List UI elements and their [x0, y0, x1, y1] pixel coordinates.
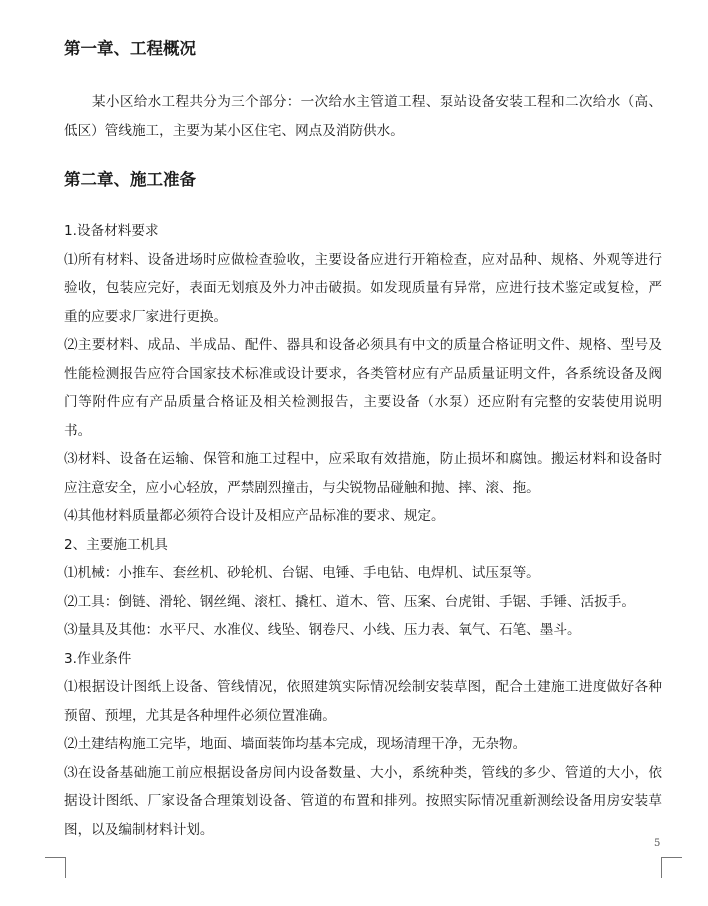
section-2-item-3: ⑶量具及其他：水平尺、水准仪、线坠、钢卷尺、小线、压力表、氧气、石笔、墨斗。: [64, 622, 581, 638]
page-number: 5: [654, 838, 661, 849]
section-3-item-3: ⑶在设备基础施工前应根据设备房间内设备数量、大小，系统种类，管线的多少、管道的大小，依据设计图纸、厂家设备合理策划设备、管道的布置和排列。按照实际情况重新测绘设备用房安装草图，以及编制材料计划。: [64, 764, 662, 838]
section-1-item-2: ⑵主要材料、成品、半成品、配件、器具和设备必须具有中文的质量合格证明文件、规格、型号及性能检测报告应符合国家技术标准或设计要求，各类管材应有产品质量证明文件，各系统设备及阀门等附件应有产品质量合格证及相关检测报告，主要设备（水泵）还应附有完整的安装使用说明书。: [64, 337, 662, 439]
section-1-item-1: ⑴所有材料、设备进场时应做检查验收，主要设备应进行开箱检查，应对品种、规格、外观等进行验收，包装应完好，表面无划痕及外力冲击破损。如发现质量有异常，应进行技术鉴定或复检，严重的应要求厂家进行更换。: [64, 251, 662, 325]
document-body: [64, 34, 662, 844]
crop-mark-bottom-left: [45, 857, 66, 878]
section-3-heading: 3.作业条件: [64, 650, 132, 667]
section-3-item-2: ⑵土建结构施工完毕，地面、墙面装饰均基本完成，现场清理干净，无杂物。: [64, 736, 527, 752]
section-1-item-3: ⑶材料、设备在运输、保管和施工过程中，应采取有效措施，防止损坏和腐蚀。搬运材料和设备时应注意安全，应小心轻放，严禁剧烈撞击，与尖锐物品碰触和抛、摔、滚、拖。: [64, 451, 662, 496]
chapter-1-intro: 某小区给水工程共分为三个部分：一次给水主管道工程、泵站设备安装工程和二次给水（高、低区）管线施工，主要为某小区住宅、网点及消防供水。: [64, 94, 662, 139]
section-2-item-2: ⑵工具：倒链、滑轮、钢丝绳、滚杠、撬杠、道木、管、压案、台虎钳、手锯、手锤、活扳手。: [64, 593, 635, 610]
chapter-1-title: 第一章、工程概况: [64, 39, 196, 58]
section-3-item-1: ⑴根据设计图纸上设备、管线情况，依照建筑实际情况绘制安装草图，配合土建施工进度做好各种预留、预埋，尤其是各种埋件必须位置准确。: [64, 679, 662, 724]
section-2-heading: 2、主要施工机具: [64, 536, 168, 553]
section-2-item-1: ⑴机械：小推车、套丝机、砂轮机、台锯、电锤、手电钻、电焊机、试压泵等。: [64, 565, 540, 581]
section-1-item-4: ⑷其他材料质量都必须符合设计及相应产品标准的要求、规定。: [64, 508, 445, 524]
crop-mark-bottom-right: [661, 857, 682, 878]
section-1-heading: 1.设备材料要求: [64, 223, 159, 239]
chapter-2-title: 第二章、施工准备: [64, 170, 196, 189]
